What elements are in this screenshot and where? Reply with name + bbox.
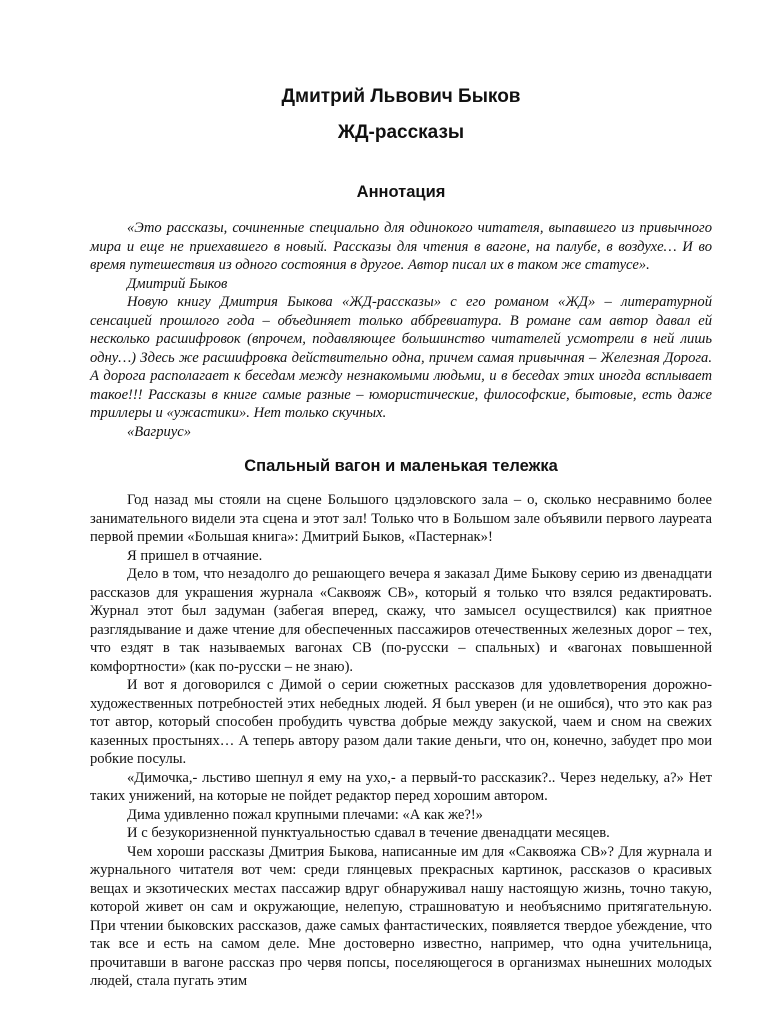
story-paragraph: И вот я договорился с Димой о серии сюжетных рассказов для удовлетворения дорожно-художественных потребностей этих небедных людей. Я был уверен (и не ошибся), что это как раз тот автор, который способен пробудить чувства добрые между закуской, чаем и сном на свежих казенных простынях… А теперь автору разом дали такие деньги, что он, конечно, забудет про мои робкие посулы. [90,677,712,767]
story-paragraph: Я пришел в отчаяние. [127,547,263,564]
story-paragraph: «Димочка,- льстиво шепнул я ему на ухо,- а первый-то рассказик?.. Через недельку, а?» Нет таких унижений, на которые не пойдет редактор перед хорошим автором. [90,769,712,804]
story-paragraph: Дело в том, что незадолго до решающего вечера я заказал Диме Быкову серию из двенадцати рассказов для украшения журнала «Саквояж СВ», который я только что взялся редактировать. Журнал этот был задуман (забегая вперед, скажу, что замысел осуществился) как приятное разглядывание и даже чтение для обеспеченных пассажиров отечественных железных дорог – тех, что ездят в так называемых вагонах СВ (по-русски – спальных) и «вагонах повышенной комфортности» (как по-русски – не знаю). [90,566,712,675]
annotation-text [90,219,712,441]
story-paragraph: Чем хороши рассказы Дмитрия Быкова, написанные им для «Саквояжа СВ»? Для журнала и журнального читателя вот чем: среди глянцевых прекрасных картинок, рассказов о красивых вещах и экзотических местах пассажир вдруг обнаруживал нашу настоящую жизнь, точно такую, которой живет он сам и окружающие, нелепую, страшноватую и необъяснимо притягательную. При чтении быковских рассказов, даже самых фантастических, появляется твердое убеждение, что так все и есть на самом деле. Мне достоверно известно, например, что одна учительница, прочитавши в вагоне рассказ про червя попсы, поселяющегося в организмах нынешних молодых людей, стала пугать этим [90,843,712,989]
story-paragraph: Год назад мы стояли на сцене Большого цэдэловского зала – о, сколько несравнимо более занимательного видели эта сцена и этот зал! Только что в Большом зале объявили первого лауреата первой премии «Большая книга»: Дмитрий Быков, «Пастернак»! [90,492,712,545]
annotation-paragraph: Новую книгу Дмитрия Быкова «ЖД-рассказы» с его романом «ЖД» – литературной сенсацией прошлого года – объединяет только аббревиатура. В романе сам автор давал ей несколько расшифровок (впрочем, подавляющее большинство читателей усмотрели в ней лишь одну…) Здесь же расшифровка действительно одна, причем самая привычная – Железная Дорога. А дорога располагает к беседам между незнакомыми людьми, и в беседах этих иногда всплывает такое!!! Рассказы в книге самые разные – юмористические, философские, бытовые, есть даже триллеры и «ужастики». Нет только скучных. [90,294,712,421]
annotation-paragraph: Дмитрий Быков [127,275,228,292]
story-text [90,491,712,991]
story-paragraph: И с безукоризненной пунктуальностью сдавал в течение двенадцати месяцев. [127,825,610,841]
annotation-paragraph: «Это рассказы, сочиненные специально для одинокого читателя, выпавшего из привычного мира и еще не приехавшего в новый. Рассказы для чтения в вагоне, на палубе, в воздухе… И во время путешествия из одного состояния в другое. Автор писал их в таком же статусе». [90,220,712,273]
story-heading: Спальный вагон и маленькая тележка [244,457,558,475]
story-paragraph: Дима удивленно пожал крупными плечами: «А как же?!» [127,806,483,823]
annotation-paragraph: «Вагриус» [127,423,192,440]
book-title: ЖД-рассказы [337,122,465,143]
author-name: Дмитрий Львович Быков [281,86,521,107]
annotation-heading: Аннотация [356,183,446,201]
